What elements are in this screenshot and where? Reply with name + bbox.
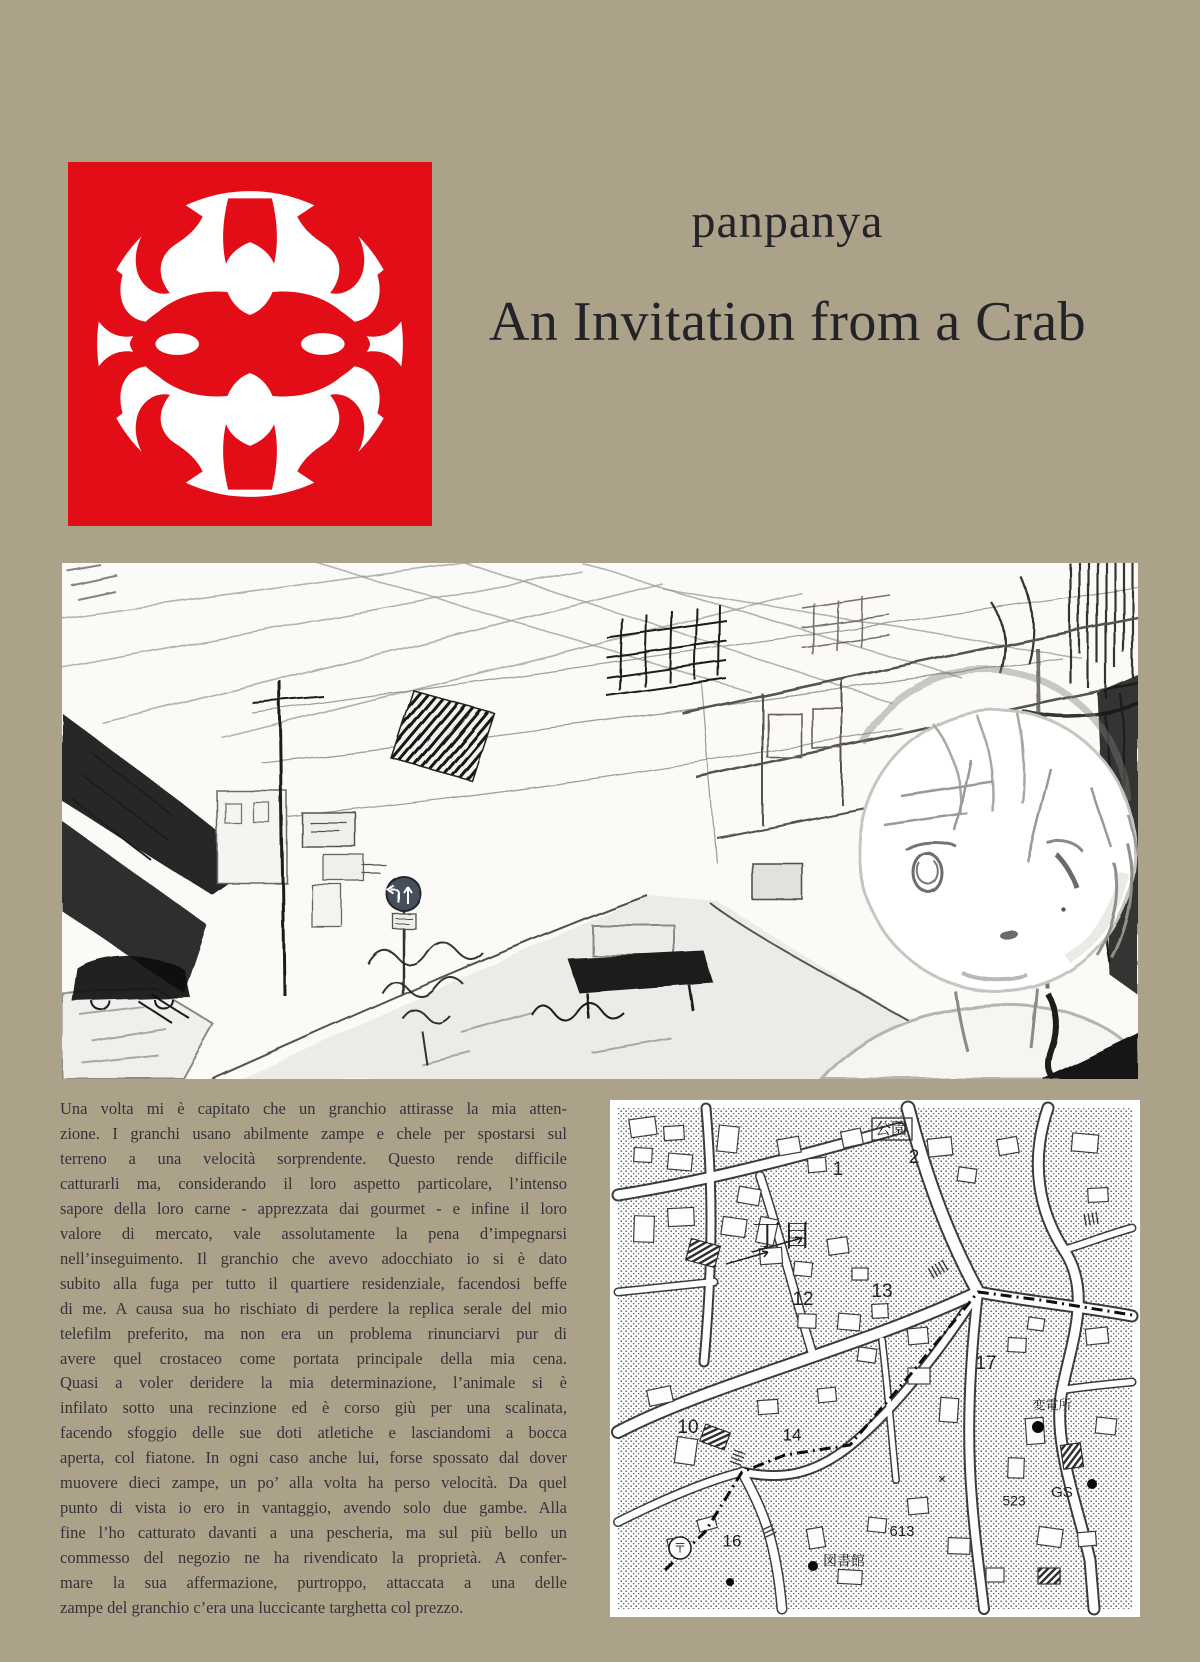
map-label: 13: [871, 1281, 893, 1303]
street-sketch-illustration: [62, 563, 1138, 1079]
text-line: Quasi a voler deridere la mia determinazione, l’animale si è: [60, 1373, 567, 1393]
map-label: 変電所: [1032, 1397, 1072, 1413]
map-label: ×: [937, 1470, 947, 1487]
text-line: fine l’ho catturato davanti a una pescheria, ma sul più bello un: [60, 1523, 567, 1543]
author-name: panpanya: [691, 195, 884, 248]
text-line: aperta, col fiatone. In ogni caso anche lui, forse spossato dal dover: [60, 1448, 567, 1468]
neighborhood-map: [610, 1100, 1140, 1617]
map-label: 1: [832, 1159, 844, 1181]
text-line: mare la sua affermazione, purtroppo, attaccata a una delle: [60, 1573, 567, 1593]
crab-crest-icon: [68, 146, 432, 542]
text-line: subito alla fuga per tutto il quartiere residenziale, facendosi beffe: [60, 1273, 567, 1293]
map-label: 17: [975, 1353, 997, 1375]
text-line: terreno a una velocità sorprendente. Questo rende difficile: [60, 1148, 567, 1168]
book-title: An Invitation from a Crab: [488, 290, 1087, 353]
map-label: GS: [1051, 1483, 1073, 1501]
text-line: valore di mercato, vale assolutamente la pena d’impegnarsi: [60, 1223, 567, 1243]
publisher-crest-logo: [68, 146, 432, 542]
story-paragraph: [60, 1097, 567, 1621]
map-label: 2: [908, 1147, 920, 1169]
landmark-dot: [726, 1578, 734, 1586]
map-label: 523: [1002, 1492, 1026, 1509]
text-line: telefilm preferito, ma non era un problema rinunciarvi pur di: [60, 1323, 567, 1343]
map-label: 613: [889, 1522, 915, 1540]
map-label: 10: [677, 1417, 699, 1439]
japanese-city-map: [610, 1100, 1140, 1617]
map-label: 12: [792, 1289, 814, 1311]
map-label: 丁目: [752, 1219, 812, 1253]
text-line: zione. I granchi usano abilmente zampe e chele per spostarsi sul: [60, 1123, 567, 1143]
text-line: sapore della loro carne - apprezzata dai gourmet - e infine il loro: [60, 1198, 567, 1218]
map-label: 〒: [673, 1540, 687, 1556]
text-line: nell’inseguimento. Il granchio che avevo adocchiato io si è dato: [60, 1248, 567, 1268]
map-label: 14: [782, 1425, 802, 1445]
text-line: commesso del negozio ne ha rivendicato la proprietà. A confer-: [60, 1548, 567, 1568]
street-sketch-drawing: [62, 563, 1138, 1079]
landmark-dot: [1032, 1421, 1044, 1433]
text-line: di me. A causa sua ho rischiato di perdere la replica serale del mio: [60, 1298, 567, 1318]
map-label: 図書館: [823, 1552, 865, 1569]
text-line: infilato sotto una recinzione ed è corso giù per una scalinata,: [60, 1398, 567, 1418]
landmark-dot: [1087, 1479, 1097, 1489]
map-label: 公園: [874, 1121, 908, 1139]
text-line: Una volta mi è capitato che un granchio attirasse la mia atten-: [60, 1099, 567, 1118]
text-line: avere quel crostaceo come portata principale della mia cena.: [60, 1348, 567, 1368]
text-line: facendo sfoggio delle sue doti atletiche e lasciandomi a bocca: [60, 1423, 567, 1443]
landmark-dot: [808, 1561, 818, 1571]
map-label: 16: [722, 1531, 742, 1551]
text-line: muovere dieci zampe, un po’ alla volta ha perso velocità. Da quel: [60, 1473, 567, 1493]
text-line: punto di vista io ero in vantaggio, avendo solo due gambe. Alla: [60, 1498, 567, 1518]
text-line: catturarli ma, considerando il loro aspetto particolare, l’intenso: [60, 1173, 567, 1193]
text-line: zampe del granchio c’era una luccicante targhetta col prezzo.: [60, 1598, 464, 1618]
title-block: [437, 196, 1138, 353]
